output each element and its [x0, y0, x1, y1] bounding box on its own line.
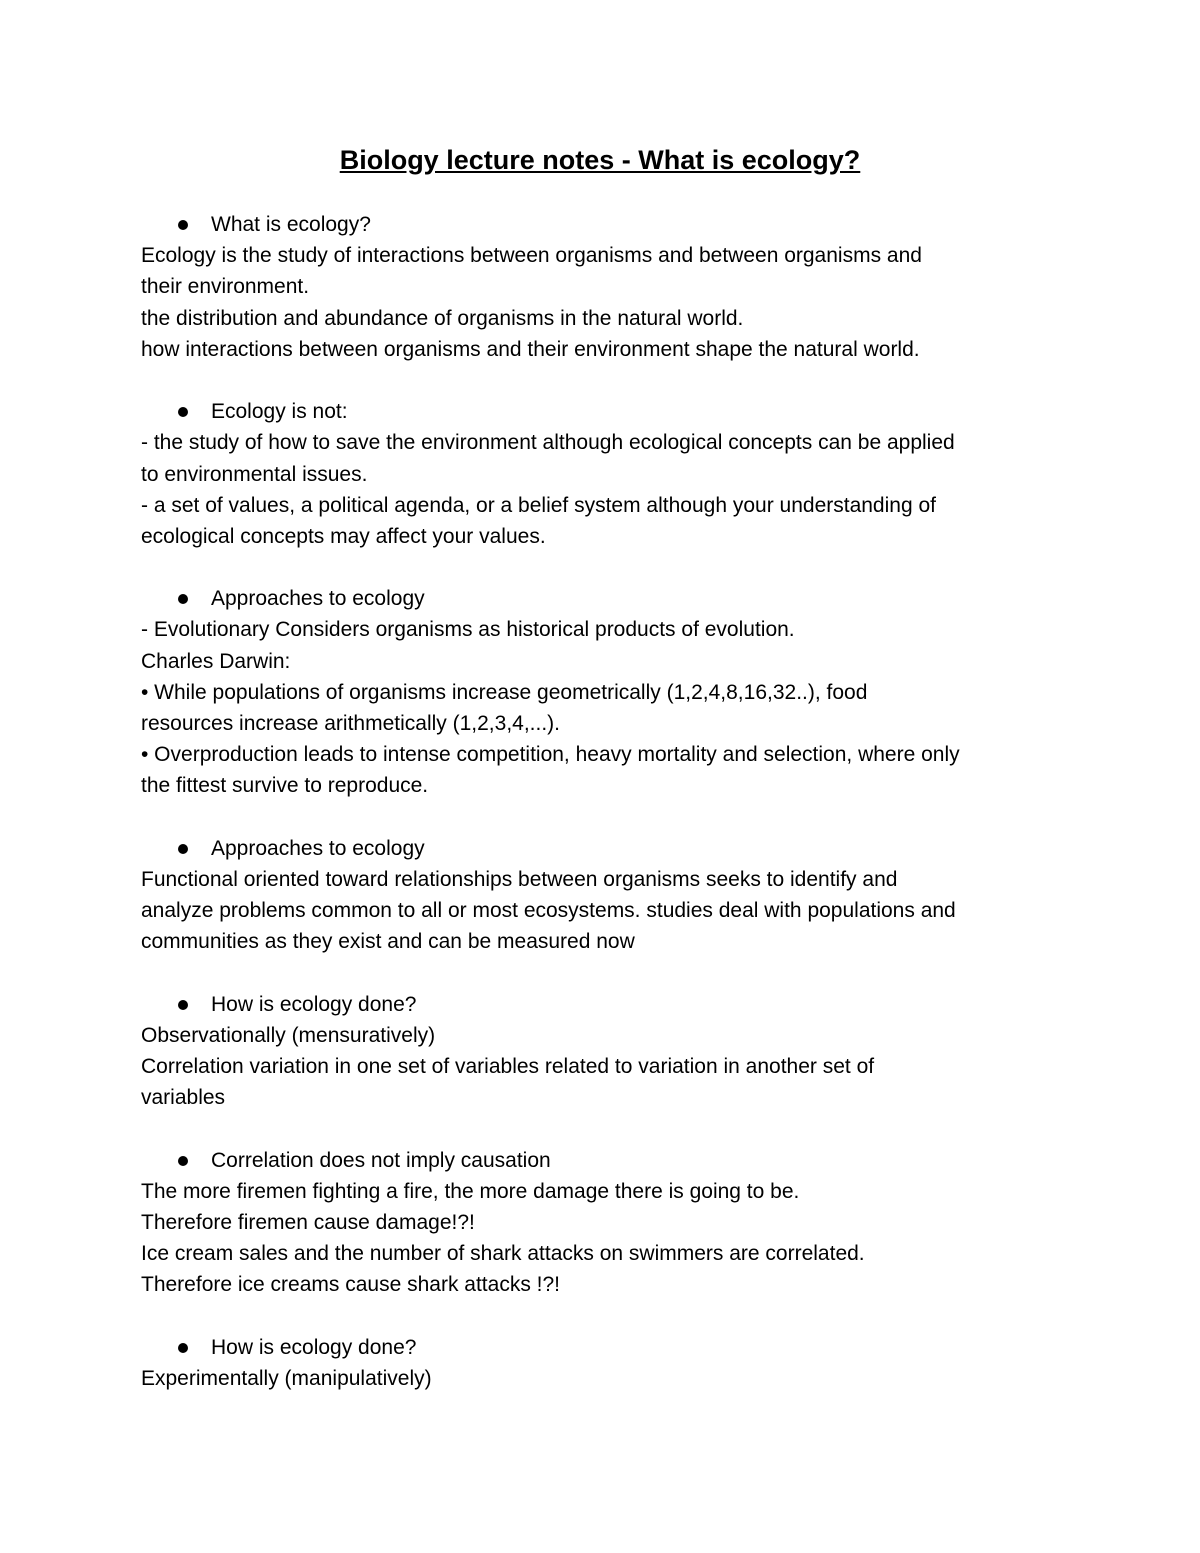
bullet-heading: What is ecology? [211, 213, 371, 236]
bullet-item [141, 583, 1071, 614]
text-line: how interactions between organisms and their environment shape the natural world. [141, 337, 920, 361]
bullet-heading: Ecology is not: [211, 400, 348, 424]
bullet-item [141, 989, 1071, 1020]
text-line: Therefore firemen cause damage!?! [141, 1211, 475, 1234]
section-what-is-ecology [141, 209, 1071, 365]
bullet-heading: Approaches to ecology [211, 587, 425, 611]
text-line: ecological concepts may affect your values. [141, 524, 546, 548]
bullet-item [141, 1145, 1071, 1176]
section-approaches-evolutionary [141, 583, 1071, 801]
text-line: Charles Darwin: [141, 649, 291, 673]
text-line: The more firemen fighting a fire, the more damage there is going to be. [141, 1179, 800, 1203]
bullet-heading: How is ecology done? [211, 992, 417, 1016]
bullet-dot-icon [178, 1343, 188, 1353]
bullet-item [141, 396, 1071, 427]
text-line: the fittest survive to reproduce. [141, 774, 429, 798]
text-line: Therefore ice creams cause shark attacks !?! [141, 1273, 561, 1297]
bullet-heading: How is ecology done? [211, 1335, 417, 1359]
bullet-heading: Correlation does not imply causation [211, 1148, 551, 1172]
bullet-dot-icon [178, 1156, 188, 1166]
bullet-dot-icon [178, 407, 188, 417]
text-line: • While populations of organisms increase geometrically (1,2,4,8,16,32..), food [141, 680, 868, 704]
bullet-dot-icon [178, 594, 188, 604]
text-line: Correlation variation in one set of variables related to variation in another set of [141, 1055, 875, 1079]
text-line: variables [141, 1086, 226, 1110]
text-line: Experimentally (manipulatively) [141, 1366, 432, 1390]
bullet-item [141, 209, 1071, 240]
section-ecology-is-not [141, 396, 1071, 552]
bullet-dot-icon [178, 844, 188, 854]
text-line: Ecology is the study of interactions between organisms and between organisms and [141, 244, 922, 268]
notes-body [141, 209, 1071, 1425]
bullet-item [141, 833, 1071, 864]
text-line: - a set of values, a political agenda, or a belief system although your understanding of [141, 493, 936, 517]
text-line: communities as they exist and can be measured now [141, 930, 635, 954]
text-line: Ice cream sales and the number of shark attacks on swimmers are correlated. [141, 1242, 865, 1266]
page-title: Biology lecture notes - What is ecology? [339, 145, 861, 175]
bullet-item [141, 1332, 1071, 1363]
text-line: the distribution and abundance of organisms in the natural world. [141, 306, 744, 330]
section-how-observationally [141, 989, 1071, 1114]
bullet-dot-icon [178, 1000, 188, 1010]
section-correlation-causation [141, 1145, 1071, 1301]
text-line: • Overproduction leads to intense competition, heavy mortality and selection, where only [141, 743, 960, 767]
section-approaches-functional [141, 833, 1071, 958]
text-line: Functional oriented toward relationships between organisms seeks to identify and [141, 867, 898, 891]
text-line: to environmental issues. [141, 462, 368, 486]
text-line: their environment. [141, 275, 310, 299]
section-how-experimentally [141, 1332, 1071, 1394]
text-line: resources increase arithmetically (1,2,3,4,...). [141, 712, 560, 735]
bullet-heading: Approaches to ecology [211, 836, 425, 860]
text-line: analyze problems common to all or most ecosystems. studies deal with populations and [141, 899, 956, 923]
text-line: - the study of how to save the environment although ecological concepts can be applied [141, 431, 955, 455]
bullet-dot-icon [178, 220, 188, 230]
text-line: Observationally (mensuratively) [141, 1023, 436, 1047]
text-line: - Evolutionary Considers organisms as historical products of evolution. [141, 618, 795, 642]
